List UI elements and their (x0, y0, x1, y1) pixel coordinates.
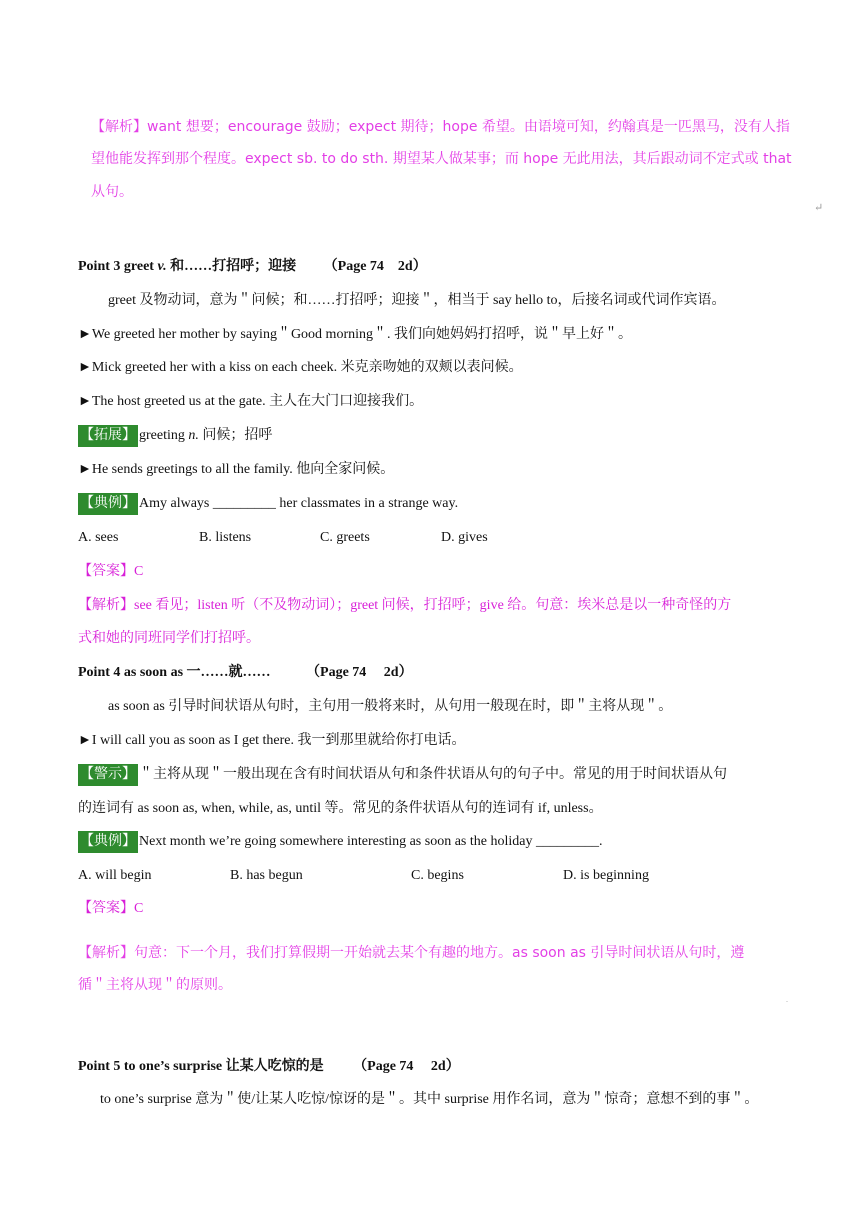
point4-question (78, 831, 602, 853)
point4-example-1: ►I will call you as soon as I get there. 我一到那里就给你打电话。 (78, 733, 466, 748)
point4-analysis-1: 【解析】句意：下一个月，我们打算假期一开始就去某个有趣的地方。as soon as 引导时间状语从句时，遵 (78, 945, 745, 961)
extend-tag: 【拓展】 (78, 425, 138, 447)
option-b: B. has begun (230, 868, 303, 883)
point3-analysis-1: 【解析】see 看见；listen 听（不及物动词）；greet 问候，打招呼；give 给。句意：埃米总是以一种奇怪的方 (78, 598, 732, 613)
option-c: C. greets (320, 530, 370, 545)
point5-heading (78, 1057, 460, 1077)
point3-answer: 【答案】C (78, 564, 144, 579)
extend-meaning: 问候；招呼 (198, 428, 273, 444)
point4-options (78, 866, 778, 886)
option-d: D. gives (441, 530, 488, 545)
return-mark: ↵ (814, 202, 824, 214)
point4-heading-text: Point 4 as soon as 一……就…… (78, 665, 271, 680)
warning-text-1: ＂主将从现＂一般出现在含有时间状语从句和条件状语从句的句子中。常见的用于时间状语从句 (139, 767, 727, 783)
top-analysis-line-3: 从句。 (91, 184, 133, 200)
point3-page-ref: （Page 74 2d） (323, 259, 427, 274)
option-d: D. is beginning (563, 868, 649, 883)
point4-warning-2: 的连词有 as soon as, when, while, as, until 等。常见的条件状语从句的连词有 if, unless。 (78, 801, 603, 816)
point5-page-ref: （Page 74 2d） (353, 1059, 460, 1074)
option-c: C. begins (411, 868, 464, 883)
point3-heading-b: 和……打招呼；迎接 (166, 259, 297, 274)
example-tag: 【典例】 (78, 493, 138, 515)
option-a: A. will begin (78, 868, 152, 883)
point3-example-1: ►We greeted her mother by saying＂Good morning＂. 我们向她妈妈打招呼，说＂早上好＂。 (78, 327, 632, 342)
point3-heading-a: Point 3 greet (78, 259, 158, 274)
extend-word: greeting (139, 428, 189, 444)
point3-question (78, 493, 458, 515)
point5-heading-text: Point 5 to one’s surprise 让某人吃惊的是 (78, 1059, 324, 1074)
point3-example-4: ►He sends greetings to all the family. 他向全家问候。 (78, 462, 395, 477)
point5-explanation: to one’s surprise 意为＂使/让某人吃惊/惊讶的是＂。其中 surprise 用作名词，意为＂惊奇；意想不到的事＂。 (100, 1092, 759, 1107)
stray-dot: . (786, 995, 788, 1004)
point3-heading (78, 257, 427, 277)
top-analysis-line-2: 望他能发挥到那个程度。expect sb. to do sth. 期望某人做某事；而 hope 无此用法，其后跟动词不定式或 that (91, 151, 792, 167)
question-text: Amy always _________ her classmates in a strange way. (139, 496, 459, 512)
point3-example-2: ►Mick greeted her with a kiss on each cheek. 米克亲吻她的双颊以表问候。 (78, 360, 523, 375)
point3-analysis-2: 式和她的同班同学们打招呼。 (78, 631, 260, 646)
point3-explanation: greet 及物动词，意为＂问候；和……打招呼；迎接＂，相当于 say hello to，后接名词或代词作宾语。 (108, 293, 726, 308)
example-tag: 【典例】 (78, 831, 138, 853)
option-a: A. sees (78, 530, 119, 545)
point4-explanation: as soon as 引导时间状语从句时，主句用一般将来时，从句用一般现在时，即＂主将从现＂。 (108, 699, 673, 714)
point4-heading (78, 663, 413, 683)
extend-pos: n. (188, 428, 199, 444)
point3-heading-pos: v. (157, 259, 167, 274)
top-analysis-line-1: 【解析】want 想要；encourage 鼓励；expect 期待；hope 希望。由语境可知，约翰真是一匹黑马，没有人指 (91, 119, 790, 135)
point4-warning-1 (78, 764, 727, 786)
warning-tag: 【警示】 (78, 764, 138, 786)
option-b: B. listens (199, 530, 252, 545)
question-text: Next month we’re going somewhere interesting as soon as the holiday _________. (139, 834, 603, 850)
point4-answer: 【答案】C (78, 901, 144, 916)
point3-example-3: ►The host greeted us at the gate. 主人在大门口迎接我们。 (78, 394, 424, 409)
point4-analysis-2: 循＂主将从现＂的原则。 (78, 977, 232, 993)
point4-page-ref: （Page 74 2d） (306, 665, 413, 680)
point3-options (78, 528, 778, 548)
point3-extend (78, 425, 272, 447)
